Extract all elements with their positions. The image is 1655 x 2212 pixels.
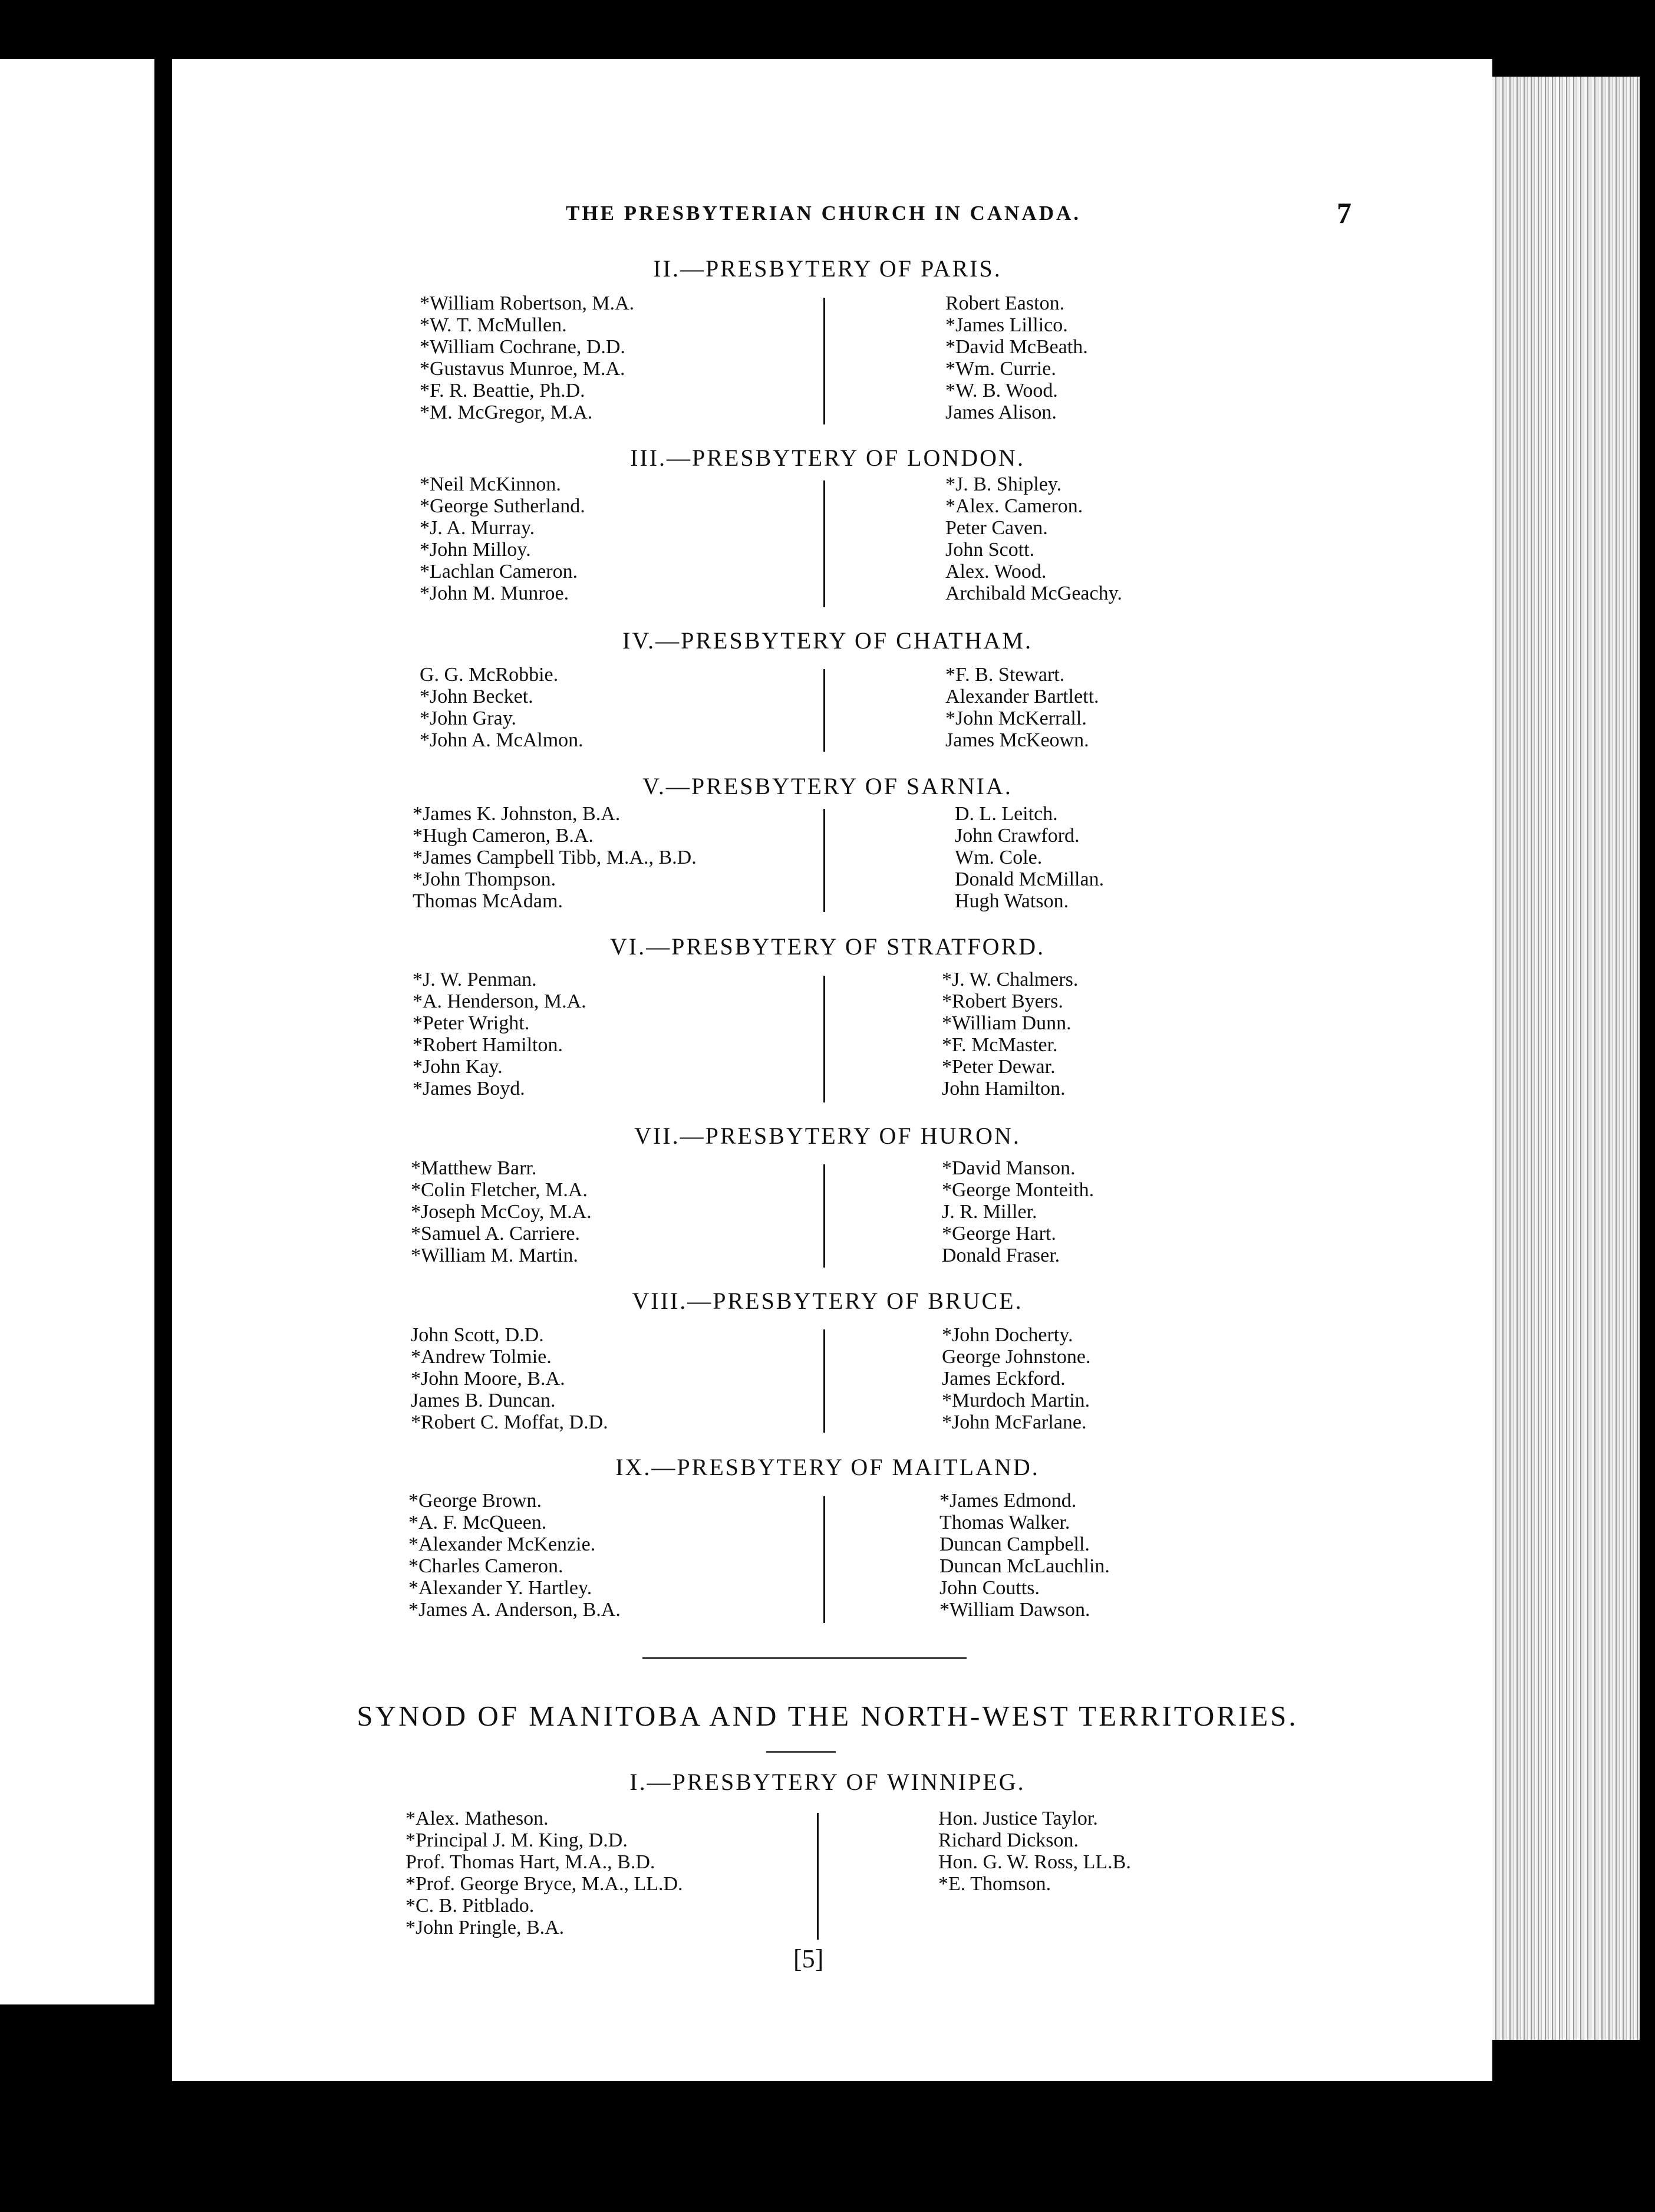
section-divider-rule (642, 1657, 967, 1659)
member-name: *Gustavus Munroe, M.A. (420, 358, 625, 380)
member-name: George Johnstone. (942, 1346, 1091, 1368)
chatham-right-column (945, 664, 1099, 751)
winnipeg-right-column (938, 1808, 1131, 1895)
member-name: Duncan Campbell. (939, 1533, 1090, 1555)
member-name: *A. Henderson, M.A. (413, 990, 586, 1012)
member-name: *William Cochrane, D.D. (420, 336, 625, 358)
member-name: *Lachlan Cameron. (420, 561, 578, 582)
member-name: *John Gray. (420, 707, 516, 729)
huron-right-column (942, 1157, 1094, 1266)
member-name: John Crawford. (955, 825, 1080, 847)
presbytery-heading-stratford: VI.—PRESBYTERY OF STRATFORD. (609, 933, 1046, 960)
presbytery-heading-chatham: IV.—PRESBYTERY OF CHATHAM. (622, 627, 1033, 654)
member-name: Hon. Justice Taylor. (938, 1808, 1098, 1829)
member-name: *J. B. Shipley. (945, 473, 1062, 495)
member-name: *Robert Hamilton. (413, 1034, 563, 1056)
london-right-column (945, 473, 1122, 604)
member-name: *Alex. Matheson. (405, 1808, 549, 1829)
page-stack-edge (1492, 77, 1640, 2040)
member-name: Duncan McLauchlin. (939, 1555, 1110, 1577)
winnipeg-left-column (405, 1808, 683, 1938)
member-name: *John Pringle, B.A. (405, 1917, 565, 1938)
sarnia-right-column (955, 803, 1104, 912)
maitland-right-column (939, 1490, 1110, 1621)
synod-heading: SYNOD OF MANITOBA AND THE NORTH-WEST TERRITORIES. (357, 1700, 1298, 1732)
member-name: *Andrew Tolmie. (411, 1346, 552, 1368)
member-name: *James Edmond. (939, 1490, 1077, 1512)
presbytery-heading-sarnia: V.—PRESBYTERY OF SARNIA. (642, 773, 1013, 799)
column-divider (823, 976, 825, 1102)
member-name: *James K. Johnston, B.A. (413, 803, 621, 825)
bruce-right-column (942, 1324, 1090, 1433)
member-name: *Charles Cameron. (408, 1555, 563, 1577)
paris-right-column (945, 292, 1088, 423)
member-name: *William Dunn. (942, 1012, 1072, 1034)
presbytery-heading-maitland: IX.—PRESBYTERY OF MAITLAND. (615, 1454, 1040, 1480)
member-name: *J. W. Chalmers. (942, 969, 1079, 990)
member-name: *W. B. Wood. (945, 380, 1058, 401)
member-name: *George Monteith. (942, 1179, 1094, 1201)
member-name: *Peter Dewar. (942, 1056, 1056, 1078)
member-name: *Samuel A. Carriere. (411, 1223, 581, 1245)
member-name: *William Dawson. (939, 1599, 1090, 1621)
member-name: *William M. Martin. (411, 1245, 578, 1266)
member-name: Donald Fraser. (942, 1245, 1060, 1266)
member-name: *John McFarlane. (942, 1411, 1087, 1433)
member-name: *Principal J. M. King, D.D. (405, 1829, 628, 1851)
member-name: John Scott, D.D. (411, 1324, 544, 1346)
column-divider (817, 1813, 819, 1940)
member-name: *John M. Munroe. (420, 582, 569, 604)
member-name: G. G. McRobbie. (420, 664, 559, 686)
member-name: *Robert Byers. (942, 990, 1063, 1012)
member-name: Robert Easton. (945, 292, 1065, 314)
member-name: *James Boyd. (413, 1078, 525, 1100)
sarnia-left-column (413, 803, 697, 912)
member-name: Peter Caven. (945, 517, 1048, 539)
presbytery-heading-winnipeg: I.—PRESBYTERY OF WINNIPEG. (629, 1769, 1026, 1795)
presbytery-heading-paris: II.—PRESBYTERY OF PARIS. (653, 255, 1002, 282)
member-name: James Eckford. (942, 1368, 1066, 1390)
column-divider (823, 1496, 825, 1623)
member-name: James McKeown. (945, 729, 1089, 751)
member-name: *George Hart. (942, 1223, 1056, 1245)
member-name: *James A. Anderson, B.A. (408, 1599, 621, 1621)
presbytery-heading-london: III.—PRESBYTERY OF LONDON. (630, 445, 1025, 471)
member-name: John Coutts. (939, 1577, 1040, 1599)
member-name: *E. Thomson. (938, 1873, 1051, 1895)
member-name: Alexander Bartlett. (945, 686, 1099, 707)
member-name: Thomas McAdam. (413, 890, 563, 912)
presbytery-heading-bruce: VIII.—PRESBYTERY OF BRUCE. (632, 1288, 1023, 1314)
member-name: *John Thompson. (413, 868, 556, 890)
member-name: *Robert C. Moffat, D.D. (411, 1411, 608, 1433)
member-name: Alex. Wood. (945, 561, 1047, 582)
member-name: *Alexander Y. Hartley. (408, 1577, 592, 1599)
member-name: *A. F. McQueen. (408, 1512, 547, 1533)
column-divider (823, 1164, 825, 1268)
member-name: *F. B. Stewart. (945, 664, 1065, 686)
member-name: *James Lillico. (945, 314, 1068, 336)
member-name: *Peter Wright. (413, 1012, 530, 1034)
member-name: *C. B. Pitblado. (405, 1895, 535, 1917)
page-number: 7 (1337, 196, 1351, 229)
member-name: D. L. Leitch. (955, 803, 1058, 825)
member-name: *George Sutherland. (420, 495, 585, 517)
member-name: John Hamilton. (942, 1078, 1066, 1100)
london-left-column (420, 473, 585, 604)
member-name: Richard Dickson. (938, 1829, 1079, 1851)
member-name: *Neil McKinnon. (420, 473, 561, 495)
member-name: Wm. Cole. (955, 847, 1043, 868)
member-name: *Prof. George Bryce, M.A., LL.D. (405, 1873, 683, 1895)
member-name: *James Campbell Tibb, M.A., B.D. (413, 847, 697, 868)
member-name: Archibald McGeachy. (945, 582, 1122, 604)
member-name: *Joseph McCoy, M.A. (411, 1201, 592, 1223)
member-name: J. R. Miller. (942, 1201, 1037, 1223)
running-head: THE PRESBYTERIAN CHURCH IN CANADA. (566, 202, 1081, 225)
stratford-left-column (413, 969, 586, 1100)
member-name: James B. Duncan. (411, 1390, 556, 1411)
member-name: Hugh Watson. (955, 890, 1069, 912)
member-name: *John Kay. (413, 1056, 503, 1078)
member-name: *M. McGregor, M.A. (420, 401, 593, 423)
member-name: *Alexander McKenzie. (408, 1533, 596, 1555)
member-name: Hon. G. W. Ross, LL.B. (938, 1851, 1131, 1873)
member-name: *Alex. Cameron. (945, 495, 1083, 517)
member-name: *Wm. Currie. (945, 358, 1056, 380)
member-name: Donald McMillan. (955, 868, 1105, 890)
column-divider (823, 298, 825, 424)
column-divider (823, 669, 825, 752)
folio-number: [5] (793, 1944, 824, 1973)
column-divider (823, 480, 825, 607)
member-name: *F. R. Beattie, Ph.D. (420, 380, 585, 401)
member-name: *John A. McAlmon. (420, 729, 583, 751)
member-name: *Matthew Barr. (411, 1157, 537, 1179)
presbytery-heading-huron: VII.—PRESBYTERY OF HURON. (634, 1123, 1021, 1149)
member-name: John Scott. (945, 539, 1035, 561)
member-name: Thomas Walker. (939, 1512, 1070, 1533)
member-name: *J. A. Murray. (420, 517, 535, 539)
member-name: *George Brown. (408, 1490, 542, 1512)
member-name: *J. W. Penman. (413, 969, 537, 990)
member-name: *John McKerrall. (945, 707, 1087, 729)
member-name: *W. T. McMullen. (420, 314, 567, 336)
member-name: *David McBeath. (945, 336, 1088, 358)
column-divider (823, 1329, 825, 1433)
bruce-left-column (411, 1324, 608, 1433)
member-name: *F. McMaster. (942, 1034, 1058, 1056)
member-name: *William Robertson, M.A. (420, 292, 635, 314)
member-name: *John Docherty. (942, 1324, 1073, 1346)
member-name: *John Becket. (420, 686, 533, 707)
member-name: *Murdoch Martin. (942, 1390, 1090, 1411)
member-name: *David Manson. (942, 1157, 1076, 1179)
member-name: *Colin Fletcher, M.A. (411, 1179, 588, 1201)
member-name: *John Milloy. (420, 539, 531, 561)
maitland-left-column (408, 1490, 621, 1621)
short-rule (766, 1751, 836, 1753)
member-name: *John Moore, B.A. (411, 1368, 565, 1390)
stratford-right-column (942, 969, 1078, 1100)
member-name: *Hugh Cameron, B.A. (413, 825, 594, 847)
chatham-left-column (420, 664, 583, 751)
column-divider (823, 809, 825, 912)
member-name: Prof. Thomas Hart, M.A., B.D. (405, 1851, 655, 1873)
huron-left-column (411, 1157, 592, 1266)
paris-left-column (420, 292, 634, 423)
member-name: James Alison. (945, 401, 1057, 423)
